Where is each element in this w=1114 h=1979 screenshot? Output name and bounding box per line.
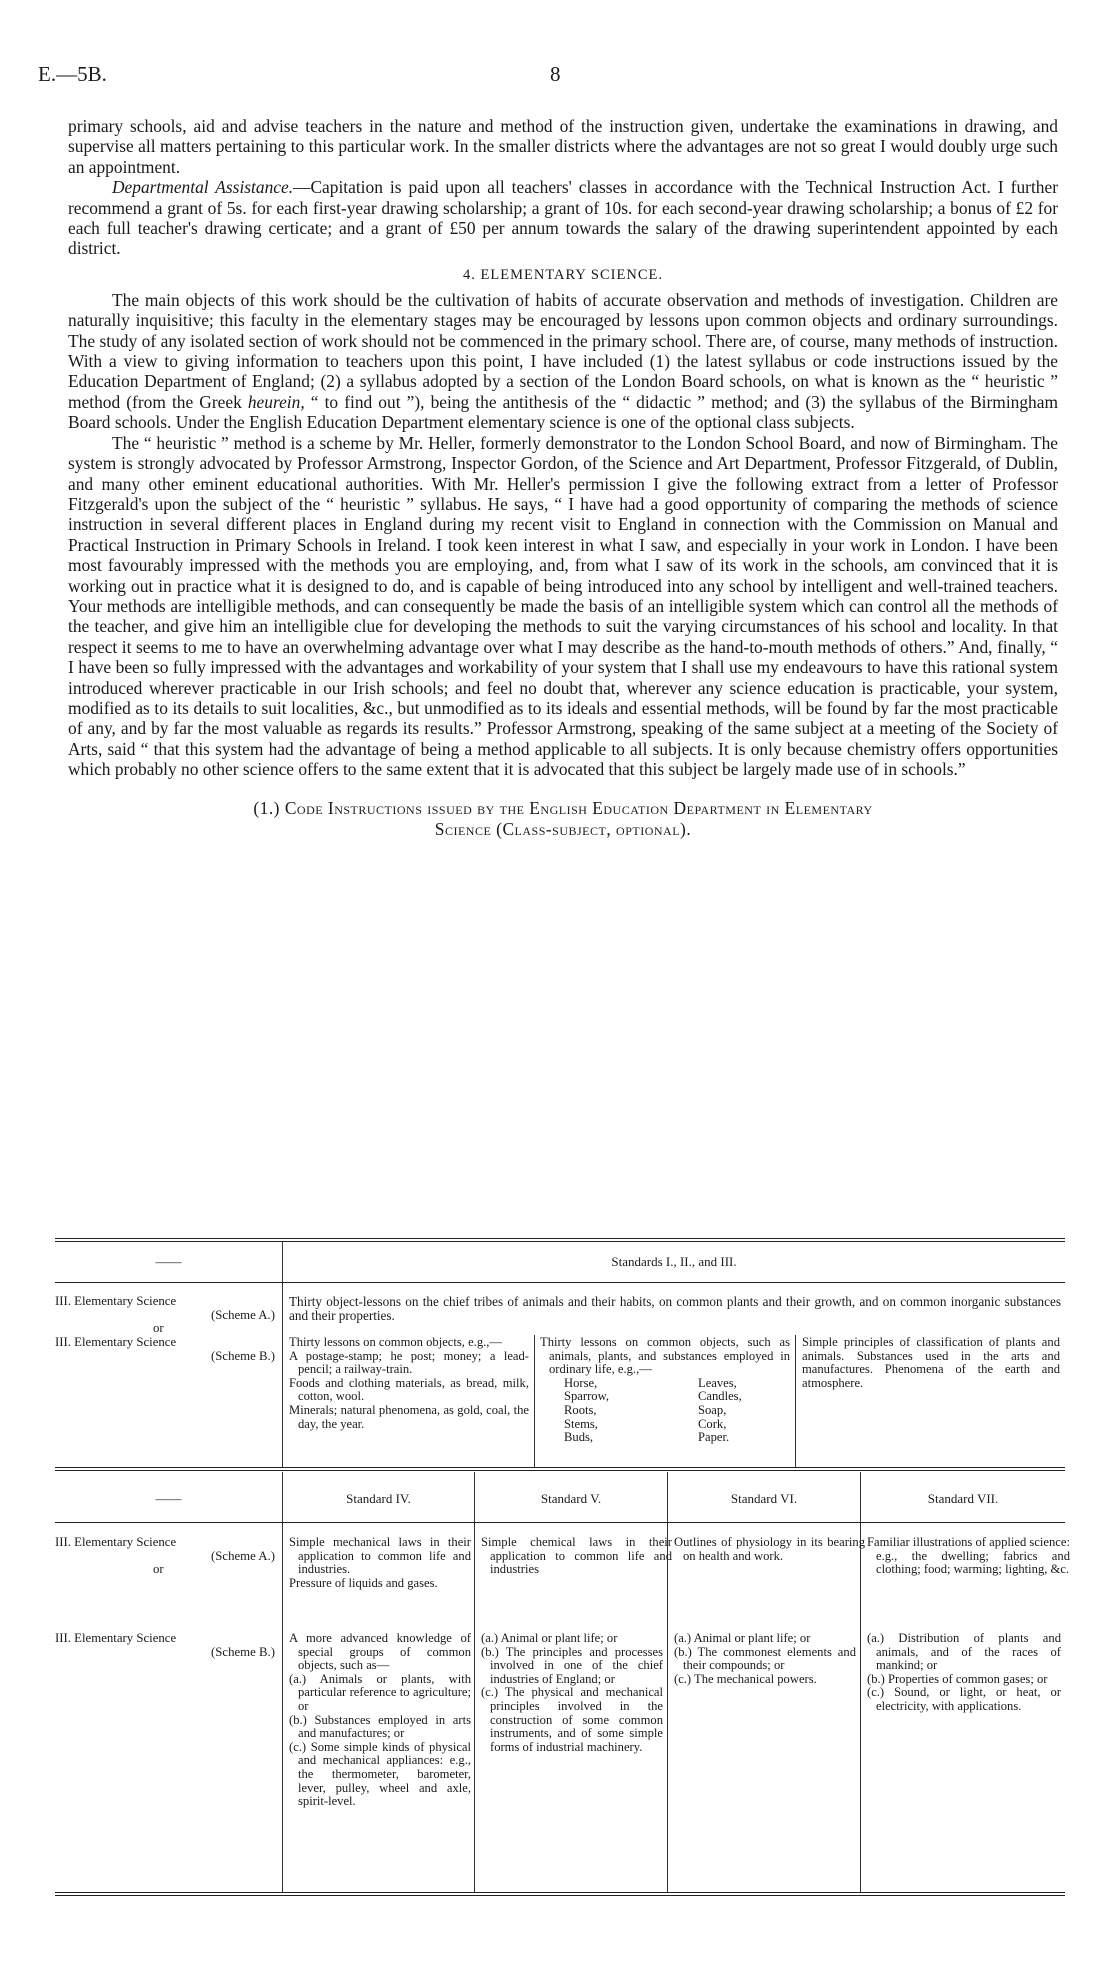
page-number: 8 — [550, 62, 561, 86]
cell-text: (b.) The principles and processes involved in one of the chief industries of England; or — [481, 1644, 663, 1686]
report-reference: E.—5B. — [38, 62, 107, 86]
column-header-standard-vi: Standard VI. — [730, 1491, 798, 1506]
row-label-text: (Scheme A.) — [211, 1307, 275, 1322]
italic-run: heurein, — [247, 391, 305, 412]
column-divider — [795, 1335, 796, 1467]
word: Candles, — [698, 1389, 742, 1404]
word-row — [564, 1431, 790, 1445]
or-label: or — [153, 1321, 164, 1336]
word-list — [540, 1377, 790, 1445]
column-header-standard-v: Standard V. — [540, 1491, 602, 1506]
row-label-text: (Scheme A.) — [211, 1548, 275, 1563]
paragraph: primary schools, aid and advise teachers in the nature and method of the instruction given, undertake the examinations in drawing, and supervise all matters pertaining to this particular work. In the smaller districts where the advantages are not so great I would doubly urge such an appointment. — [68, 116, 1058, 177]
table-rule — [55, 1892, 1065, 1893]
standard-vii-scheme-a: Familiar illustrations of applied science: e.g., the dwelling; fabrics and clothing; food; warming; lighting, &c. — [867, 1535, 1070, 1577]
scheme-b-col3: Simple principles of classification of plants and animals. Substances used in the arts and manufactures. Phenomena of the earth and atmosphere. — [802, 1335, 1060, 1390]
paragraph-text: “ to find out ”), being the antithesis of the “ didactic ” method; and (3) the syllabus of the Birmingham Board schools. Under the English Education Department elementary science is one of the optional class subjects. — [68, 391, 1058, 433]
table-rule — [55, 1467, 1065, 1468]
word: Roots, — [564, 1402, 597, 1417]
word: Cork, — [698, 1416, 727, 1431]
row-label-text: (Scheme B.) — [211, 1348, 275, 1363]
word: Buds, — [564, 1430, 594, 1445]
row-label-scheme-b — [55, 1336, 277, 1363]
row-label-scheme-a — [55, 1536, 277, 1577]
row-label-text: III. Elementary Science — [55, 1294, 177, 1308]
italic-run: Departmental Assistance. — [112, 177, 294, 198]
table-rule — [55, 1241, 1065, 1242]
header-dash: —— — [155, 1254, 182, 1269]
paragraph — [68, 290, 1058, 433]
paragraph — [68, 177, 1058, 259]
cell-text: (a.) Distribution of plants and animals, and of the races of mankind; or — [867, 1631, 1061, 1673]
standard-iv-scheme-b — [289, 1632, 471, 1809]
row-label-scheme-b — [55, 1632, 277, 1659]
word: Soap, — [698, 1402, 727, 1417]
cell-text: Pressure of liquids and gases. — [289, 1575, 438, 1590]
scheme-b-col1 — [289, 1336, 529, 1431]
column-divider — [474, 1472, 475, 1892]
cell-text: (b.) Properties of common gases; or — [867, 1671, 1048, 1686]
standard-vi-scheme-a: Outlines of physiology in its bearing on health and work. — [674, 1535, 865, 1563]
standard-v-scheme-a: Simple chemical laws in their application to common life and industries — [481, 1535, 672, 1577]
cell-text: (a.) Animal or plant life; or — [674, 1631, 811, 1645]
column-header: Standards I., II., and III. — [611, 1254, 737, 1269]
paragraph-text: The main objects of this work should be the cultivation of habits of accurate observation and methods of investigation. Children are naturally inquisitive; this faculty in the elementary stages may be encouraged by lessons upon common objects and ordinary surroundings. The study of any isolated section of work should not be commenced in the primary school. There are, of course, many methods of instruction. With a view to giving information to teachers upon this point, I have included (1) the latest syllabus or code instructions issued by the Education Department of England; (2) a syllabus adopted by a section of the London Board schools, on what is known as the “ heuristic ” method (from the Greek — [68, 289, 1058, 412]
table-rule — [55, 1282, 1065, 1283]
word-row — [564, 1377, 790, 1391]
row-label-scheme-a — [55, 1295, 277, 1336]
column-header-standard-iv: Standard IV. — [346, 1491, 411, 1506]
cell-text: (c.) Sound, or light, or heat, or electricity, with applications. — [867, 1685, 1061, 1713]
table-rule — [55, 1895, 1065, 1896]
cell-text: (b.) The commonest elements and their compounds; or — [674, 1644, 856, 1673]
cell-text: Minerals; natural phenomena, as gold, coal, the day, the year. — [289, 1402, 529, 1431]
column-divider — [282, 1241, 283, 1467]
table-title-line: Science (Class-subject, optional). — [434, 818, 692, 839]
table-rule — [55, 1470, 1065, 1471]
cell-text: (c.) Some simple kinds of physical and mechanical appliances: e.g., the thermometer, barometer, lever, pulley, wheel and axle, spirit-level. — [289, 1739, 471, 1809]
table-standards-1-3 — [55, 1238, 1065, 1470]
row-label-text: III. Elementary Science — [55, 1631, 177, 1645]
cell-text: (b.) Substances employed in arts and manufactures; or — [289, 1712, 471, 1741]
header-dash: —— — [155, 1491, 182, 1506]
row-label-text: (Scheme B.) — [211, 1644, 275, 1659]
cell-text: Simple mechanical laws in their application to common life and industries. — [289, 1535, 471, 1577]
paragraph: The “ heuristic ” method is a scheme by Mr. Heller, formerly demonstrator to the London School Board, and now of Birmingham. The system is strongly advocated by Professor Armstrong, Inspector Gordon, of the Science and Art Department, Professor Fitzgerald, of Dublin, and many other eminent educational authorities. With Mr. Heller's permission I give the following extract from a letter of Professor Fitzgerald's upon the subject of the “ heuristic ” syllabus. He says, “ I have had a good opportunity of comparing the methods of science instruction in several different places in England during my recent visit to England in connection with the Commission on Manual and Practical Instruction in Primary Schools in Ireland. I took keen interest in what I saw, and especially in your work in London. I have been most favourably impressed with the methods you are employing, and, from what I saw of its work in the schools, am convinced that it is working out in practice what it is designed to do, and is capable of being introduced into any school by intelligent and well-trained teachers. Your methods are intelligible methods, and can consequently be made the basis of an intelligible system which can control all the methods of the teacher, and give him an intelligible clue for developing the methods to suit the varying circumstances of his school and locality. In that respect it seems to me to have an overwhelming advantage over what I may describe as the hand-to-mouth methods of others.” And, finally, “ I have been so fully impressed with the advantages and workability of your system that I shall use my endeavours to have this rational system introduced wherever practicable in our Irish schools; and feel no doubt that, wherever any science education is practicable, your system, modified as to its details to suit localities, &c., but unmodified as to its ideals and essential methods, will be found by far the most practicable of any, and by far the most valuable as regards its results.” Professor Armstrong, speaking of the same subject at a meeting of the Society of Arts, said “ that this system had the advantage of being a method applicable to all subjects. It is only because chemistry offers opportunities which probably no other science offers to the same extent that it is advocated that this subject be largely made use of in schools.” — [68, 432, 1058, 780]
cell-text: (a.) Animal or plant life; or — [481, 1631, 618, 1645]
scheme-b-col2 — [540, 1336, 790, 1445]
word: Leaves, — [698, 1375, 737, 1390]
standard-iv-scheme-a — [289, 1536, 471, 1590]
word-row — [564, 1390, 790, 1404]
or-label: or — [153, 1562, 164, 1577]
column-divider — [282, 1472, 283, 1892]
word: Horse, — [564, 1375, 598, 1390]
table-standards-4-7 — [55, 1472, 1070, 1897]
cell-text: Thirty lessons on common objects, e.g.,— — [289, 1335, 503, 1349]
scheme-a-cell: Thirty object-lessons on the chief tribes of animals and their habits, on common plants and their growth, and on common inorganic substances and their properties. — [289, 1294, 1061, 1323]
word: Stems, — [564, 1416, 598, 1431]
cell-text: A postage-stamp; he post; money; a lead-pencil; a railway-train. — [289, 1348, 529, 1377]
word-row — [564, 1418, 790, 1432]
word-row — [564, 1404, 790, 1418]
section-heading: 4. ELEMENTARY SCIENCE. — [463, 266, 663, 283]
column-header-standard-vii: Standard VII. — [927, 1491, 999, 1506]
row-label-text: III. Elementary Science — [55, 1335, 177, 1349]
table-rule — [55, 1238, 1065, 1239]
table-title — [68, 798, 1058, 840]
standard-vii-scheme-b — [867, 1632, 1061, 1714]
cell-text: A more advanced knowledge of special groups of common objects, such as— — [289, 1631, 471, 1673]
word: Paper. — [698, 1430, 730, 1445]
cell-text: (c.) The physical and mechanical principles involved in the construction of some common instruments, and of some simple forms of industrial machinery. — [481, 1685, 663, 1754]
cell-text: (c.) The mechanical powers. — [674, 1671, 817, 1686]
standard-v-scheme-b — [481, 1632, 663, 1754]
paragraph-text: —Capitation is paid upon all teachers' classes in accordance with the Technical Instruction Act. I further recommend a grant of 5s. for each first-year drawing scholarship; a grant of 10s. for each second-year drawing scholarship; a bonus of £2 for each full teacher's drawing certicate; and a grant of £50 per annum towards the salary of the drawing superintendent appointed by each district. — [68, 177, 1058, 259]
table-rule — [55, 1522, 1065, 1523]
table-title-line: (1.) Code Instructions issued by the English Education Department in Elementary — [253, 797, 873, 818]
cell-text: (a.) Animals or plants, with particular reference to agriculture; or — [289, 1671, 471, 1713]
cell-text: Foods and clothing materials, as bread, milk, cotton, wool. — [289, 1375, 529, 1404]
cell-text: Thirty lessons on common objects, such as animals, plants, and substances employed in ordinary life, e.g.,— — [540, 1335, 790, 1377]
word: Sparrow, — [564, 1389, 610, 1404]
column-divider — [534, 1335, 535, 1467]
row-label-text: III. Elementary Science — [55, 1535, 177, 1549]
standard-vi-scheme-b — [674, 1632, 856, 1686]
body-text — [68, 116, 1058, 850]
